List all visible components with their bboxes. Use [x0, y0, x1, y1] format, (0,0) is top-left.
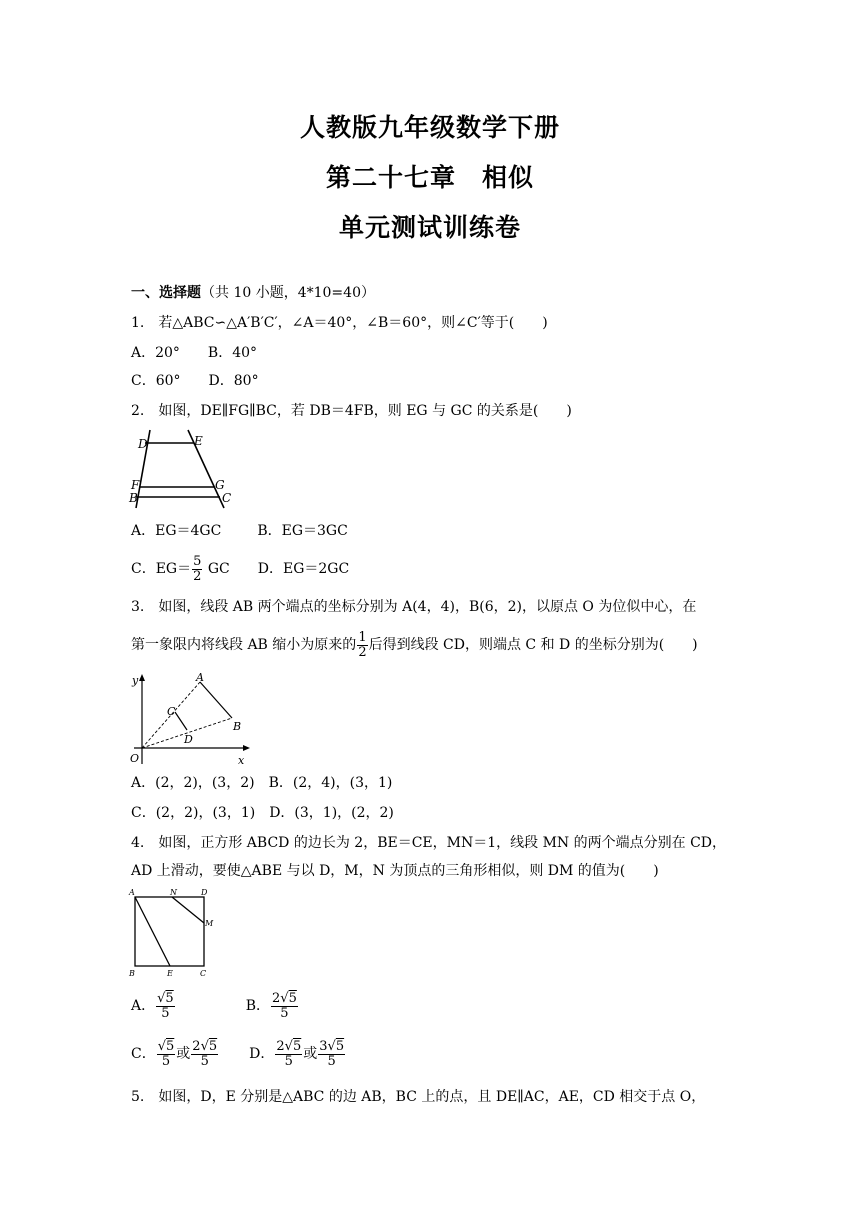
q3-figure: [128, 672, 252, 770]
q4-option-b-fraction: $\frac{2√5}{5}$: [272, 990, 297, 1021]
chapter-title: 第二十七章 相似: [325, 163, 534, 192]
q2-label-E: E: [194, 434, 203, 448]
q3-label-B: B: [233, 720, 242, 733]
q2-options-row1: [131, 522, 348, 540]
section-label: 一、选择题: [131, 285, 201, 301]
q3-stem-fraction: [357, 631, 367, 660]
q3-axis-y-label: y: [132, 674, 139, 687]
q4-options-row1: [131, 986, 299, 1026]
q4-option-d-label: D．: [249, 1046, 275, 1062]
q4-b-numerator: 2√5: [272, 990, 297, 1006]
q3-label-C: C: [167, 705, 176, 718]
q2-option-c-prefix: C．EG＝: [131, 561, 192, 577]
q3-stem-line2: [131, 628, 698, 662]
q2-figure: [128, 428, 240, 512]
q3-options-row1: A．(2，2)，(3，2) B．(2，4)，(3，1): [131, 775, 393, 791]
q3-stem-pre: 第一象限内将线段 AB 缩小为原来的: [131, 637, 357, 653]
q4-stem-line1: 4. 如图，正方形 ABCD 的边长为 2，BE＝CE，MN＝1，线段 MN 的两个端点分别在 CD，: [131, 835, 727, 851]
q4-a-numerator: √5: [157, 990, 174, 1006]
q4-option-d-fraction1: $\frac{2√5}{5}$: [276, 1038, 302, 1069]
q1-stem: 1. 若△ABC∽△A′B′C′，∠A＝40°，∠B＝60°，则∠C′等于( ): [131, 315, 548, 331]
q4-option-a-label: A．: [131, 998, 156, 1014]
q4-option-d-or: 或: [303, 1046, 318, 1062]
q2-c-numerator: 5: [193, 553, 202, 569]
q1-options-row1: A．20° B．40°: [131, 345, 258, 361]
q4-stem-line2: AD 上滑动，要使△ABE 与以 D，M，N 为顶点的三角形相似，则 DM 的值为( ): [131, 863, 659, 879]
q4-figure: [128, 888, 218, 980]
q4-option-c-fraction2: $\frac{2√5}{5}$: [192, 1038, 218, 1069]
q2-option-c-suffix: GC: [203, 561, 230, 577]
q5-stem: 5. 如图，D，E 分别是△ABC 的边 AB，BC 上的点，且 DE∥AC，AE，CD 相交于点 O，: [131, 1089, 706, 1105]
q2-label-G: G: [215, 478, 225, 492]
q2-options-row2: [131, 552, 349, 586]
q4-options-row2: [131, 1034, 346, 1074]
q4-option-a-fraction: $\frac{√5}{5}$: [157, 990, 174, 1021]
q2-option-a: A．EG＝4GC: [131, 523, 222, 539]
q4-label-E: E: [167, 969, 173, 978]
q4-label-A: A: [129, 888, 135, 897]
q2-stem: 2. 如图，DE∥FG∥BC，若 DB＝4FB，则 EG 与 GC 的关系是( ): [131, 403, 572, 419]
q2-label-D: D: [138, 437, 148, 451]
q2-option-c-fraction: [192, 555, 202, 584]
document-title: 人教版九年级数学下册: [299, 113, 560, 142]
q4-label-N: N: [170, 888, 177, 897]
q4-label-D: D: [201, 888, 208, 897]
q3-stem-line1: 3. 如图，线段 AB 两个端点的坐标分别为 A(4，4)，B(6，2)，以原点 O 为位似中心，在: [131, 599, 697, 615]
test-title: 单元测试训练卷: [338, 213, 521, 242]
q3-label-A: A: [196, 672, 204, 684]
q4-label-B: B: [129, 969, 135, 978]
q2-label-F: F: [131, 478, 140, 492]
q3-stem-post: 后得到线段 CD，则端点 C 和 D 的坐标分别为( ): [368, 637, 698, 653]
q2-c-denominator: 2: [193, 568, 202, 584]
q2-label-B: B: [129, 491, 138, 505]
q1-options-row2: C．60° D．80°: [131, 373, 259, 389]
q2-label-C: C: [222, 491, 232, 505]
q4-label-C: C: [200, 969, 207, 978]
section-info: （共 10 小题，4*10=40）: [201, 285, 375, 301]
q4-option-c-or: 或: [176, 1046, 191, 1062]
q3-label-O: O: [130, 752, 140, 765]
q4-option-d-fraction2: $\frac{3√5}{5}$: [319, 1038, 345, 1069]
q3-axis-x-label: x: [238, 754, 245, 767]
q3-label-D: D: [184, 733, 193, 746]
q3-options-row2: C．(2，2)，(3，1) D．(3，1)，(2，2): [131, 805, 394, 821]
q3-frac-denominator: 2: [358, 644, 367, 660]
q4-option-b-label: B．: [245, 998, 270, 1014]
q2-option-d: D．EG＝2GC: [257, 561, 350, 577]
q4-label-M: M: [205, 919, 214, 928]
section-heading: [131, 284, 375, 302]
q4-option-c-label: C．: [131, 1046, 156, 1062]
q3-frac-numerator: 1: [358, 629, 367, 645]
q4-option-c-fraction1: $\frac{√5}{5}$: [157, 1038, 175, 1069]
q2-option-b: B．EG＝3GC: [257, 523, 348, 539]
